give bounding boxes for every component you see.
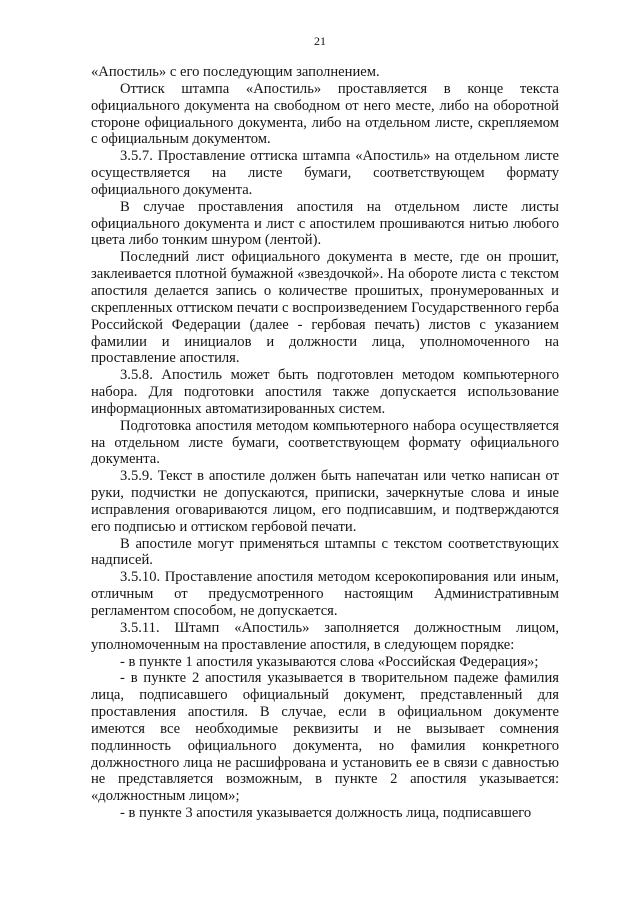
list-item-point-3: - в пункте 3 апостиля указывается должность лица, подписавшего — [120, 805, 532, 822]
paragraph-9: В апостиле могут применяться штампы с текстом соответствующих надписей. — [91, 535, 559, 569]
paragraph-4: В случае проставления апостиля на отдельном листе листы официального документа и лист с апостилем прошиваются нитью любого цвета либо тонким шнуром (лентой). — [91, 198, 559, 249]
paragraph-7: Подготовка апостиля методом компьютерного набора осуществляется на отдельном листе бумаги, соответствующем формату официального документа. — [91, 417, 559, 468]
paragraph-1: «Апостиль» с его последующим заполнением. — [91, 64, 380, 80]
paragraph-3-5-9: 3.5.9. Текст в апостиле должен быть напечатан или четко написан от руки, подчистки не допускаются, приписки, зачеркнутые слова и иные исправления оговариваются лицом, его подписавшим, и подтверждаются его подписью и оттиском гербовой печати. — [91, 468, 559, 535]
paragraph-3-5-8: 3.5.8. Апостиль может быть подготовлен методом компьютерного набора. Для подготовки апостиля также допускается использование информационных автоматизированных систем. — [91, 367, 559, 417]
list-item-point-1: - в пункте 1 апостиля указываются слова «Российская Федерация»; — [120, 653, 539, 670]
list-item-point-2: - в пункте 2 апостиля указывается в творительном падеже фамилия лица, подписавшего официальный документ, представленный для проставления апостиля. В случае, если в официальном документе имеются все необходимые реквизиты и не вызывает сомнения подлинность официального документа, но фамилия конкретного должностного лица не расшифрована и установить ее в связи с давностью не представляется возможным, в пункте 2 апостиля указывается: «должностным лицом»; — [91, 670, 559, 805]
paragraph-2: Оттиск штампа «Апостиль» проставляется в конце текста официального документа на свободном от него месте, либо на оборотной стороне официального документа, либо на отдельном листе, скрепляемом с официальным документом. — [91, 80, 559, 148]
paragraph-3-5-7: 3.5.7. Проставление оттиска штампа «Апостиль» на отдельном листе осуществляется на листе бумаги, соответствующем формату официального документа. — [91, 148, 559, 198]
page-number: 21 — [314, 34, 326, 48]
paragraph-3-5-11: 3.5.11. Штамп «Апостиль» заполняется должностным лицом, уполномоченным на проставление апостиля, в следующем порядке: — [91, 619, 559, 653]
paragraph-5: Последний лист официального документа в месте, где он прошит, заклеивается плотной бумажной «звездочкой». На обороте листа с текстом апостиля делается запись о количестве прошитых, пронумерованных и скрепленных оттиском печати с воспроизведением Государственного герба Российской Федерации (далее - гербовая печать) листов с указанием фамилии и инициалов и должности лица, уполномоченного на проставление апостиля. — [91, 249, 559, 367]
document-body — [91, 64, 559, 822]
paragraph-3-5-10: 3.5.10. Проставление апостиля методом ксерокопирования или иным, отличным от предусмотренного настоящим Административным регламентом способом, не допускается. — [91, 569, 559, 619]
